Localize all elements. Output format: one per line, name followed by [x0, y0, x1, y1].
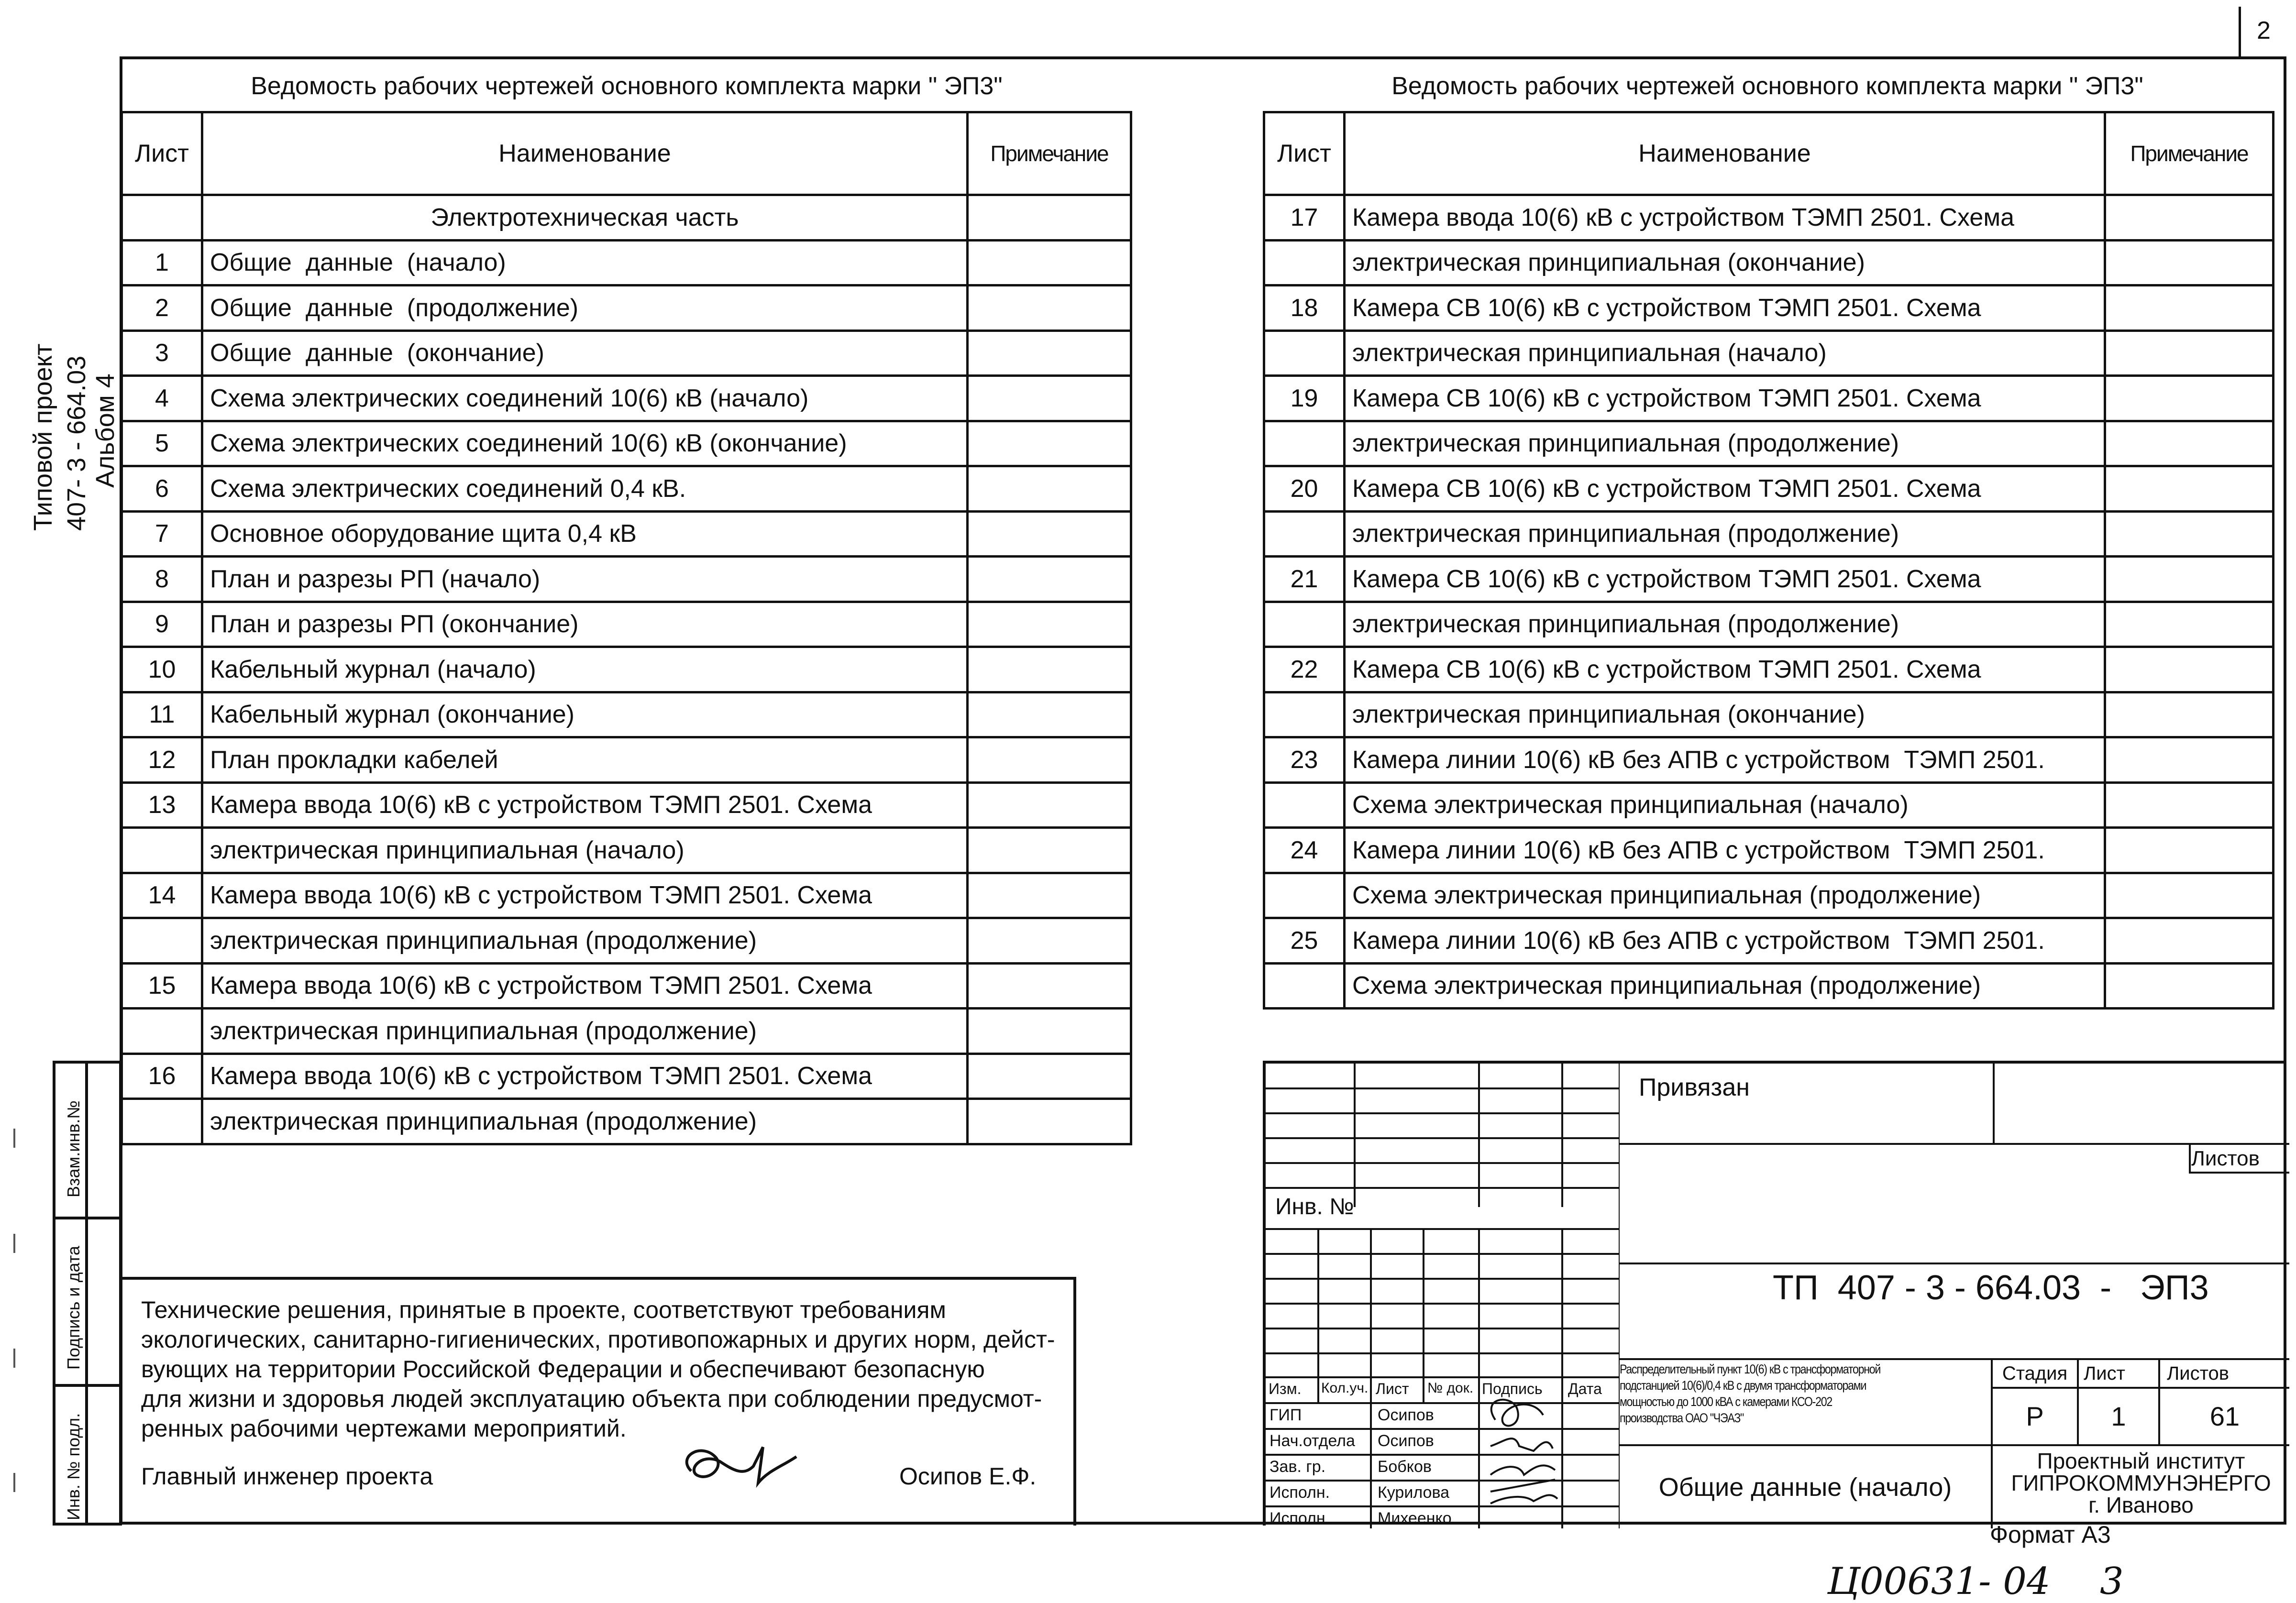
- row-name: Кабельный журнал (начало): [202, 647, 968, 692]
- row-note: [968, 285, 1131, 331]
- row-sheet: 9: [122, 602, 202, 647]
- row-name: Камера СВ 10(6) кВ с устройством ТЭМП 2501. Схема: [1345, 466, 2105, 512]
- row-note: [2105, 421, 2274, 466]
- row-sheet: 16: [122, 1054, 202, 1099]
- page-number-box: [2239, 7, 2286, 59]
- row-sheet: 20: [1264, 466, 1345, 512]
- left-drawings-table: [121, 111, 1132, 1145]
- project-desc-line: подстанцией 10(6)/0,4 кВ с двумя трансформаторами: [1620, 1378, 1866, 1393]
- notes-line: ренных рабочими чертежами мероприятий.: [141, 1415, 627, 1442]
- row-sheet: 8: [122, 557, 202, 602]
- table-row: [1264, 737, 2274, 783]
- row-sheet: 7: [122, 511, 202, 557]
- row-name: Камера ввода 10(6) кВ с устройством ТЭМП 2501. Схема: [202, 873, 968, 918]
- table-row: [1264, 828, 2274, 873]
- notes-line: вующих на территории Российской Федерации и обеспечивают безопасную: [141, 1356, 985, 1383]
- chief-engineer-name: Осипов Е.Ф.: [899, 1463, 1037, 1490]
- format-label: Формат А3: [1990, 1521, 2111, 1548]
- sheets-label: Листов: [2160, 1360, 2289, 1389]
- table-row: [122, 828, 1131, 873]
- row-name: электрическая принципиальная (начало): [1345, 330, 2105, 376]
- side-title-line2: 407- 3 - 664.03: [62, 355, 91, 531]
- side-title-line1: Типовой проект: [29, 343, 57, 531]
- table-row: [122, 376, 1131, 421]
- row-sheet: 10: [122, 647, 202, 692]
- row-name: электрическая принципиальная (продолжение): [1345, 511, 2105, 557]
- row-sheet: [1264, 873, 1345, 918]
- row-note: [2105, 963, 2274, 1009]
- table-row: [1264, 647, 2274, 692]
- table-row: [1264, 963, 2274, 1009]
- notes-box: [122, 1277, 1076, 1526]
- row-name: электрическая принципиальная (продолжение): [202, 1009, 968, 1054]
- row-sheet: 5: [122, 421, 202, 466]
- row-name: электрическая принципиальная (окончание): [1345, 240, 2105, 285]
- row-name: электрическая принципиальная (продолжение): [202, 918, 968, 964]
- role-label: Исполн.: [1269, 1483, 1330, 1502]
- row-sheet: 2: [122, 285, 202, 331]
- table-row: [122, 421, 1131, 466]
- role-person: Бобков: [1378, 1458, 1432, 1476]
- table-row: [1264, 421, 2274, 466]
- org-line: г. Иваново: [2088, 1493, 2194, 1517]
- col-data: Дата: [1568, 1380, 1602, 1397]
- project-desc-line: производства ОАО "ЧЭАЗ": [1620, 1411, 1744, 1425]
- row-name: План и разрезы РП (начало): [202, 557, 968, 602]
- project-desc-line: мощностью до 1000 кВА с камерами КСО-202: [1620, 1394, 1832, 1409]
- row-sheet: [122, 1009, 202, 1054]
- row-name: электрическая принципиальная (начало): [202, 828, 968, 873]
- row-note: [968, 376, 1131, 421]
- section-row: [122, 195, 1131, 241]
- table-row: [122, 647, 1131, 692]
- row-name: Камера ввода 10(6) кВ с устройством ТЭМП 2501. Схема: [202, 1054, 968, 1099]
- row-name: Схема электрическая принципиальная (продолжение): [1345, 873, 2105, 918]
- row-note: [2105, 828, 2274, 873]
- table-row: [1264, 782, 2274, 828]
- side-stamp-strip: [53, 1061, 122, 1526]
- col-kol: Кол.уч.: [1321, 1380, 1369, 1396]
- col-list: Лист: [1376, 1380, 1409, 1397]
- table-row: [1264, 692, 2274, 737]
- header-sheet: Лист: [1264, 112, 1345, 195]
- role-label: ГИП: [1269, 1406, 1302, 1424]
- table-row: [1264, 602, 2274, 647]
- row-sheet: [122, 828, 202, 873]
- row-sheet: 6: [122, 466, 202, 512]
- row-sheet: 21: [1264, 557, 1345, 602]
- sheet-title: Общие данные (начало): [1620, 1446, 1993, 1528]
- row-sheet: [1264, 421, 1345, 466]
- row-name: Камера ввода 10(6) кВ с устройством ТЭМП 2501. Схема: [202, 963, 968, 1009]
- row-name: электрическая принципиальная (продолжение): [1345, 602, 2105, 647]
- row-note: [968, 782, 1131, 828]
- table-row: [1264, 466, 2274, 512]
- row-name: Общие данные (начало): [202, 240, 968, 285]
- row-name: Схема электрическая принципиальная (продолжение): [1345, 963, 2105, 1009]
- row-note: [2105, 557, 2274, 602]
- row-note: [968, 692, 1131, 737]
- side-stamp-sign-date: Подпись и дата: [64, 1246, 83, 1370]
- table-row: [1264, 240, 2274, 285]
- role-person: Курилова: [1378, 1483, 1450, 1502]
- table-row: [1264, 195, 2274, 241]
- row-name: Камера ввода 10(6) кВ с устройством ТЭМП 2501. Схема: [1345, 195, 2105, 241]
- row-note: [2105, 692, 2274, 737]
- title-block: [1263, 1061, 2286, 1526]
- row-sheet: 1: [122, 240, 202, 285]
- left-table-title: Ведомость рабочих чертежей основного комплекта марки " ЭП3": [251, 72, 1003, 100]
- notes-line: для жизни и здоровья людей эксплуатацию объекта при соблюдении предусмот-: [141, 1385, 1042, 1412]
- sheet-label: Лист: [2079, 1360, 2160, 1389]
- row-note: [2105, 466, 2274, 512]
- sheet-value: 1: [2079, 1389, 2160, 1446]
- page-number: 2: [2257, 17, 2271, 44]
- section-title: Электротехническая часть: [202, 195, 968, 241]
- row-sheet: 25: [1264, 918, 1345, 964]
- row-note: [2105, 602, 2274, 647]
- table-row: [122, 1009, 1131, 1054]
- row-sheet: [1264, 782, 1345, 828]
- chief-signature: [672, 1438, 816, 1500]
- stage-value: Р: [1993, 1389, 2079, 1446]
- row-note: [968, 1099, 1131, 1144]
- row-sheet: [122, 918, 202, 964]
- row-note: [968, 963, 1131, 1009]
- row-sheet: [122, 1099, 202, 1144]
- row-sheet: 24: [1264, 828, 1345, 873]
- notes-line: экологических, санитарно-гигиенических, противопожарных и других норм, дейст-: [141, 1326, 1055, 1353]
- table-row: [122, 737, 1131, 783]
- row-name: Общие данные (окончание): [202, 330, 968, 376]
- right-table-title: Ведомость рабочих чертежей основного комплекта марки " ЭП3": [1391, 72, 2143, 100]
- row-name: Камера линии 10(6) кВ без АПВ с устройством ТЭМП 2501.: [1345, 918, 2105, 964]
- row-name: электрическая принципиальная (окончание): [1345, 692, 2105, 737]
- document-code: ТП 407 - 3 - 664.03 - ЭП3: [1773, 1269, 2209, 1307]
- row-sheet: [1264, 240, 1345, 285]
- cut-marks: [10, 1119, 19, 1549]
- privyazan-label: Привязан: [1639, 1074, 1750, 1101]
- row-note: [2105, 737, 2274, 783]
- table-row: [122, 918, 1131, 964]
- row-note: [968, 918, 1131, 964]
- row-note: [2105, 240, 2274, 285]
- row-name: Кабельный журнал (окончание): [202, 692, 968, 737]
- row-sheet: 18: [1264, 285, 1345, 331]
- row-name: Схема электрических соединений 10(6) кВ (окончание): [202, 421, 968, 466]
- row-note: [968, 330, 1131, 376]
- row-name: Схема электрическая принципиальная (начало): [1345, 782, 2105, 828]
- row-name: электрическая принципиальная (продолжение): [1345, 421, 2105, 466]
- row-note: [2105, 376, 2274, 421]
- role-person: Осипов: [1378, 1432, 1434, 1450]
- table-row: [122, 330, 1131, 376]
- row-name: План прокладки кабелей: [202, 737, 968, 783]
- side-stamp-inv-podl: Инв. № подл.: [64, 1413, 83, 1520]
- handwritten-sheet: 3: [2100, 1560, 2124, 1603]
- row-sheet: 14: [122, 873, 202, 918]
- col-podpis: Подпись: [1482, 1380, 1543, 1397]
- project-desc-line: Распределительный пункт 10(6) кВ с трансформаторной: [1620, 1362, 1881, 1376]
- row-note: [2105, 195, 2274, 241]
- row-sheet: 4: [122, 376, 202, 421]
- row-note: [968, 828, 1131, 873]
- header-note: Примечание: [2105, 112, 2274, 195]
- table-row: [122, 557, 1131, 602]
- stage-label: Стадия: [1993, 1360, 2079, 1389]
- chief-engineer-label: Главный инженер проекта: [141, 1463, 433, 1490]
- table-row: [122, 602, 1131, 647]
- row-note: [968, 873, 1131, 918]
- row-note: [968, 1054, 1131, 1099]
- row-name: электрическая принципиальная (продолжение): [202, 1099, 968, 1144]
- row-name: Общие данные (продолжение): [202, 285, 968, 331]
- table-row: [1264, 557, 2274, 602]
- row-name: Камера линии 10(6) кВ без АПВ с устройством ТЭМП 2501.: [1345, 737, 2105, 783]
- row-note: [2105, 285, 2274, 331]
- row-name: Основное оборудование щита 0,4 кВ: [202, 511, 968, 557]
- row-note: [2105, 918, 2274, 964]
- row-sheet: 17: [1264, 195, 1345, 241]
- side-title-line3: Альбом 4: [91, 373, 120, 488]
- table-row: [1264, 918, 2274, 964]
- row-name: План и разрезы РП (окончание): [202, 602, 968, 647]
- sheets-value: 61: [2160, 1389, 2289, 1446]
- right-drawings-table: [1263, 111, 2274, 1010]
- role-person: Осипов: [1378, 1406, 1434, 1424]
- table-row: [122, 240, 1131, 285]
- header-name: Наименование: [1345, 112, 2105, 195]
- role-label: Исполн.: [1269, 1509, 1330, 1527]
- project-description: [1620, 1361, 1941, 1426]
- table-row: [122, 782, 1131, 828]
- title-block-main: [1620, 1064, 2289, 1528]
- row-sheet: [1264, 692, 1345, 737]
- row-note: [968, 511, 1131, 557]
- header-name: Наименование: [202, 112, 968, 195]
- row-note: [968, 737, 1131, 783]
- table-row: [122, 692, 1131, 737]
- side-stamp-inv-vzam: Взам.инв.№: [64, 1100, 83, 1197]
- row-name: Камера СВ 10(6) кВ с устройством ТЭМП 2501. Схема: [1345, 376, 2105, 421]
- table-row: [122, 511, 1131, 557]
- row-name: Камера СВ 10(6) кВ с устройством ТЭМП 2501. Схема: [1345, 285, 2105, 331]
- row-note: [968, 240, 1131, 285]
- row-sheet: 23: [1264, 737, 1345, 783]
- row-sheet: 3: [122, 330, 202, 376]
- table-row: [122, 873, 1131, 918]
- row-name: Камера линии 10(6) кВ без АПВ с устройством ТЭМП 2501.: [1345, 828, 2105, 873]
- row-sheet: 12: [122, 737, 202, 783]
- row-note: [2105, 330, 2274, 376]
- row-note: [968, 466, 1131, 512]
- table-row: [1264, 873, 2274, 918]
- notes-line: Технические решения, принятые в проекте, соответствуют требованиям: [141, 1296, 946, 1323]
- table-row: [1264, 376, 2274, 421]
- row-note: [968, 647, 1131, 692]
- notes-text: [141, 1295, 1055, 1443]
- table-header-row: [1264, 112, 2274, 195]
- row-sheet: [1264, 511, 1345, 557]
- row-sheet: 19: [1264, 376, 1345, 421]
- inv-no-label: Инв. №: [1275, 1194, 1354, 1219]
- table-row: [1264, 285, 2274, 331]
- header-sheet: Лист: [122, 112, 202, 195]
- col-ndok: № док.: [1427, 1380, 1474, 1396]
- col-izm: Изм.: [1269, 1380, 1302, 1397]
- row-note: [2105, 511, 2274, 557]
- row-sheet: 11: [122, 692, 202, 737]
- row-name: Камера СВ 10(6) кВ с устройством ТЭМП 2501. Схема: [1345, 557, 2105, 602]
- org-line: Проектный институт: [2037, 1449, 2245, 1473]
- row-sheet: 22: [1264, 647, 1345, 692]
- row-note: [968, 421, 1131, 466]
- role-person: Михеенко: [1378, 1509, 1452, 1527]
- row-note: [968, 557, 1131, 602]
- row-name: Камера ввода 10(6) кВ с устройством ТЭМП 2501. Схема: [202, 782, 968, 828]
- table-row: [122, 1099, 1131, 1144]
- table-header-row: [122, 112, 1131, 195]
- table-row: [122, 285, 1131, 331]
- listov-top-label: Листов: [2191, 1147, 2260, 1170]
- handwritten-code: Ц00631- 04: [1827, 1560, 2051, 1603]
- row-sheet: [1264, 963, 1345, 1009]
- row-name: Схема электрических соединений 0,4 кВ.: [202, 466, 968, 512]
- row-name: Схема электрических соединений 10(6) кВ (начало): [202, 376, 968, 421]
- row-note: [2105, 782, 2274, 828]
- row-sheet: 13: [122, 782, 202, 828]
- row-note: [968, 1009, 1131, 1054]
- row-note: [2105, 647, 2274, 692]
- header-note: Примечание: [968, 112, 1131, 195]
- org-line: ГИПРОКОММУНЭНЕРГО: [2011, 1471, 2271, 1495]
- row-note: [2105, 873, 2274, 918]
- row-sheet: [1264, 330, 1345, 376]
- table-row: [1264, 330, 2274, 376]
- row-sheet: [1264, 602, 1345, 647]
- role-label: Нач.отдела: [1269, 1432, 1355, 1450]
- organization: [1993, 1450, 2289, 1516]
- role-label: Зав. гр.: [1269, 1458, 1326, 1476]
- row-note: [968, 602, 1131, 647]
- table-row: [122, 963, 1131, 1009]
- table-row: [122, 1054, 1131, 1099]
- table-row: [1264, 511, 2274, 557]
- row-name: Камера СВ 10(6) кВ с устройством ТЭМП 2501. Схема: [1345, 647, 2105, 692]
- row-sheet: 15: [122, 963, 202, 1009]
- table-row: [122, 466, 1131, 512]
